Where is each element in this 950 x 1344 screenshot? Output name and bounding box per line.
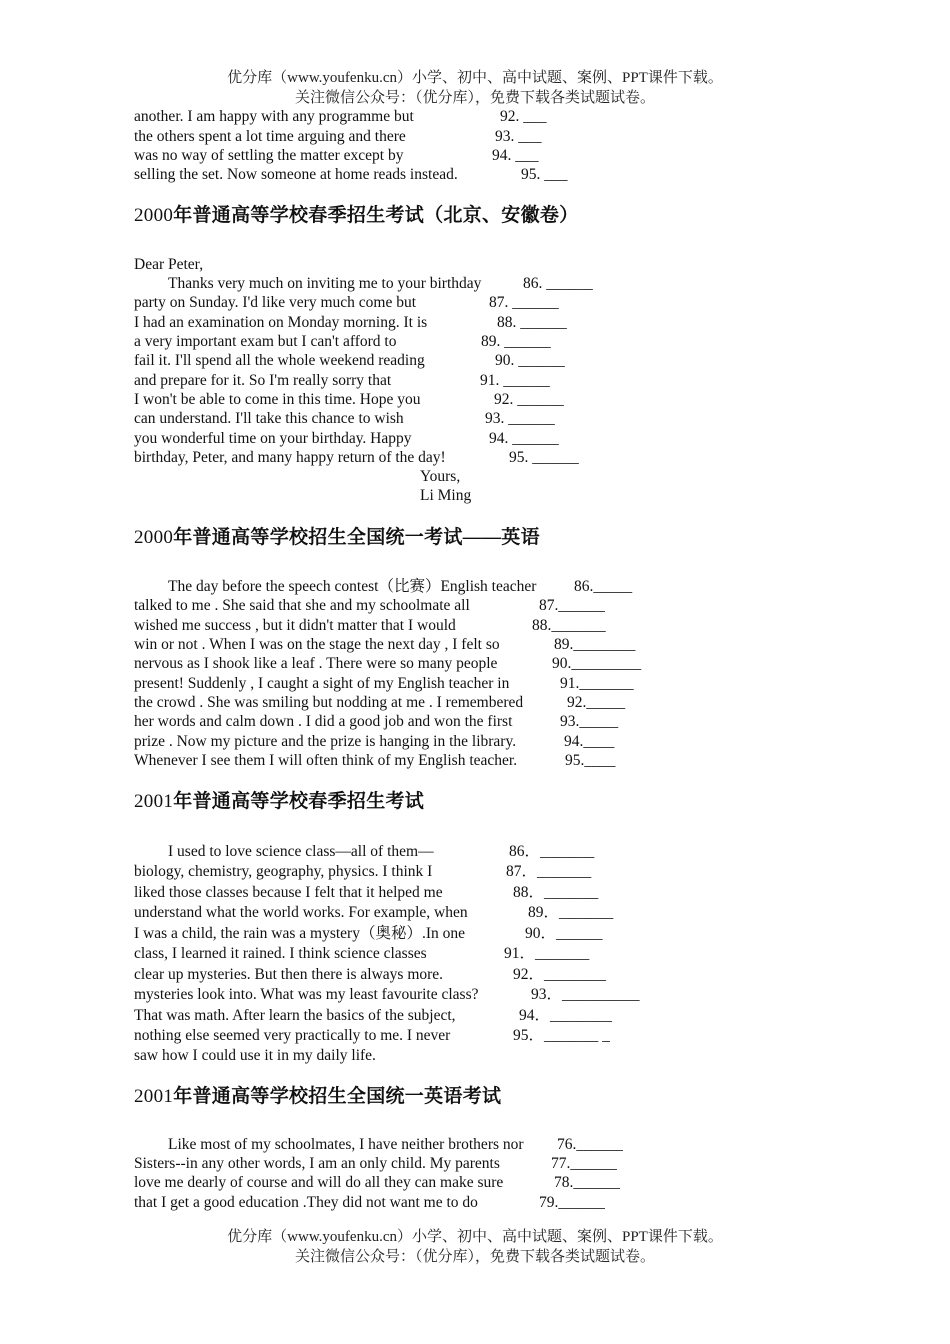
answer-blank: 89．_______ <box>528 904 614 921</box>
passage-line: clear up mysteries. But then there is always more. <box>134 966 444 983</box>
passage-line: her words and calm down . I did a good job and won the first <box>134 713 513 730</box>
answer-blank: 86. ______ <box>523 275 593 292</box>
passage-line: Like most of my schoolmates, I have neither brothers nor <box>168 1136 524 1153</box>
section-title <box>134 790 424 814</box>
section-title <box>134 204 579 228</box>
passage-line: a very important exam but I can't afford to <box>134 333 397 350</box>
page-footer-line2: 关注微信公众号：（优分库），免费下载各类试题试卷。 <box>294 1249 655 1265</box>
passage-line: That was math. After learn the basics of the subject, <box>134 1007 456 1024</box>
passage-line: another. I am happy with any programme but <box>134 108 414 125</box>
passage-line: understand what the world works. For example, when <box>134 904 468 921</box>
answer-blank: 79.______ <box>539 1194 605 1211</box>
answer-blank: 94. ___ <box>492 147 539 164</box>
passage-line: love me dearly of course and will do all they can make sure <box>134 1174 504 1191</box>
passage-line: wished me success , but it didn't matter that I would <box>134 617 456 634</box>
answer-blank: 91．_______ <box>504 945 590 962</box>
answer-blank: 87.______ <box>539 597 605 614</box>
section-year: 2001 <box>134 1086 174 1107</box>
answer-blank: 92. ______ <box>494 391 564 408</box>
letter-greeting: Dear Peter, <box>134 256 204 273</box>
passage-line: I had an examination on Monday morning. It is <box>134 314 428 331</box>
passage-line: class, I learned it rained. I think science classes <box>134 945 427 962</box>
passage-line: can understand. I'll take this chance to wish <box>134 410 404 427</box>
answer-blank: 95. ___ <box>521 166 568 183</box>
answer-blank: 93．__________ <box>531 986 640 1003</box>
answer-blank: 92．________ <box>513 966 607 983</box>
passage-line: The day before the speech contest（比赛）English teacher <box>168 578 537 595</box>
answer-blank: 76.______ <box>557 1136 623 1153</box>
answer-blank: 91. ______ <box>480 372 550 389</box>
section-title <box>134 526 540 550</box>
section-title-text: 年普通高等学校招生全国统一考试——英语 <box>173 527 540 548</box>
passage-line: saw how I could use it in my daily life. <box>134 1047 376 1064</box>
answer-blank: 95.____ <box>565 752 616 769</box>
passage-line: liked those classes because I felt that it helped me <box>134 884 443 901</box>
passage-line: biology, chemistry, geography, physics. I think I <box>134 863 433 880</box>
section-year: 2000 <box>134 205 174 226</box>
passage-line: talked to me . She said that she and my schoolmate all <box>134 597 470 614</box>
section-year: 2000 <box>134 527 174 548</box>
passage-line: nothing else seemed very practically to me. I never <box>134 1027 451 1044</box>
answer-blank: 93._____ <box>560 713 619 730</box>
answer-blank: 92. ___ <box>500 108 547 125</box>
passage-line: party on Sunday. I'd like very much come but <box>134 294 417 311</box>
section-title-text: 年普通高等学校春季招生考试（北京、安徽卷） <box>173 205 579 226</box>
answer-blank: 95．_______ _ <box>513 1027 610 1044</box>
passage-line: I used to love science class—all of them— <box>168 843 434 860</box>
passage-line: Sisters--in any other words, I am an only child. My parents <box>134 1155 500 1172</box>
answer-blank: 90._________ <box>552 655 642 672</box>
passage-line: mysteries look into. What was my least favourite class? <box>134 986 479 1003</box>
answer-blank: 90．______ <box>525 925 603 942</box>
answer-blank: 94．________ <box>519 1007 613 1024</box>
page-header-line1: 优分库（www.youfenku.cn）小学、初中、高中试题、案例、PPT课件下载。 <box>227 70 723 86</box>
answer-blank: 92._____ <box>567 694 626 711</box>
answer-blank: 78.______ <box>554 1174 620 1191</box>
answer-blank: 94. ______ <box>489 430 559 447</box>
answer-blank: 89.________ <box>554 636 636 653</box>
passage-line: Thanks very much on inviting me to your birthday <box>168 275 482 292</box>
passage-line: the crowd . She was smiling but nodding at me . I remembered <box>134 694 524 711</box>
answer-blank: 93. ___ <box>495 128 542 145</box>
answer-blank: 86._____ <box>574 578 633 595</box>
answer-blank: 90. ______ <box>495 352 565 369</box>
passage-line: prize . Now my picture and the prize is hanging in the library. <box>134 733 517 750</box>
answer-blank: 88．_______ <box>513 884 599 901</box>
passage-line: nervous as I shook like a leaf . There were so many people <box>134 655 498 672</box>
answer-blank: 94.____ <box>564 733 615 750</box>
passage-line: that I get a good education .They did not want me to do <box>134 1194 478 1211</box>
answer-blank: 86．_______ <box>509 843 595 860</box>
passage-line: was no way of settling the matter except by <box>134 147 404 164</box>
passage-line: birthday, Peter, and many happy return of the day! <box>134 449 446 466</box>
section-year: 2001 <box>134 791 174 812</box>
section-title <box>134 1085 501 1109</box>
passage-line: fail it. I'll spend all the whole weekend reading <box>134 352 425 369</box>
section-title-text: 年普通高等学校春季招生考试 <box>173 791 425 812</box>
letter-signature: Li Ming <box>420 487 472 504</box>
letter-closing: Yours, <box>420 468 461 485</box>
passage-line: I was a child, the rain was a mystery（奥秘）.In one <box>134 925 466 942</box>
passage-line: you wonderful time on your birthday. Happy <box>134 430 412 447</box>
answer-blank: 88._______ <box>532 617 606 634</box>
section-title-text: 年普通高等学校招生全国统一英语考试 <box>173 1086 502 1107</box>
answer-blank: 88. ______ <box>497 314 567 331</box>
passage-line: I won't be able to come in this time. Hope you <box>134 391 421 408</box>
passage-line: win or not . When I was on the stage the next day , I felt so <box>134 636 500 653</box>
answer-blank: 93. ______ <box>485 410 555 427</box>
answer-blank: 91._______ <box>560 675 634 692</box>
page-header-line2: 关注微信公众号：（优分库），免费下载各类试题试卷。 <box>294 90 655 106</box>
answer-blank: 95. ______ <box>509 449 579 466</box>
passage-line: selling the set. Now someone at home reads instead. <box>134 166 458 183</box>
page-footer-line1: 优分库（www.youfenku.cn）小学、初中、高中试题、案例、PPT课件下载。 <box>227 1229 723 1245</box>
passage-line: and prepare for it. So I'm really sorry that <box>134 372 392 389</box>
passage-line: the others spent a lot time arguing and there <box>134 128 406 145</box>
answer-blank: 77.______ <box>551 1155 617 1172</box>
answer-blank: 87．_______ <box>506 863 592 880</box>
answer-blank: 87. ______ <box>489 294 559 311</box>
answer-blank: 89. ______ <box>481 333 551 350</box>
passage-line: present! Suddenly , I caught a sight of my English teacher in <box>134 675 510 692</box>
passage-line: Whenever I see them I will often think of my English teacher. <box>134 752 518 769</box>
